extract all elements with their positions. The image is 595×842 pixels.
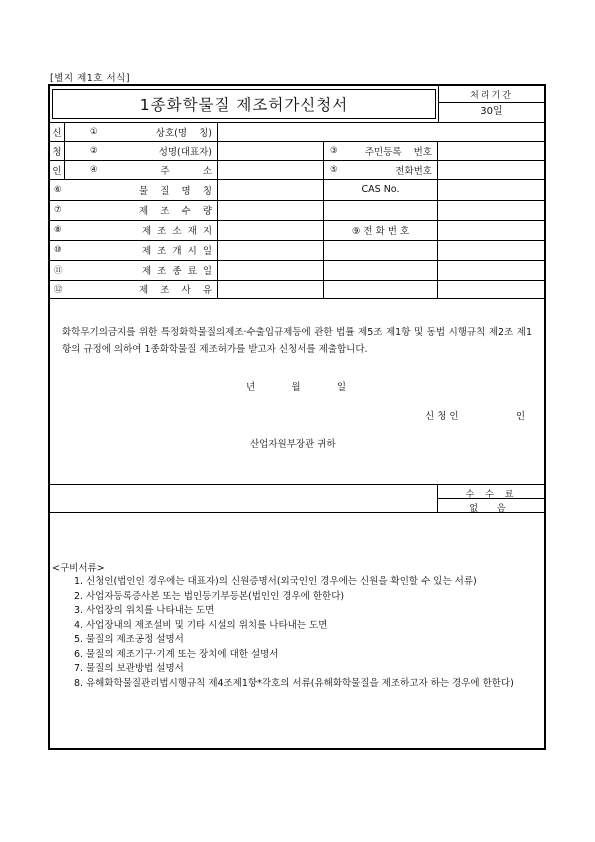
resident-number-label [330,141,432,160]
field-number: ⑧ [54,225,62,235]
reason-extra-field[interactable] [324,280,437,298]
processing-period-value: 30일 [439,102,544,121]
start-date-field[interactable] [218,240,323,260]
date-year-label: 년 [246,382,256,393]
list-item: 8. 유해화학물질관리법시행규칙 제4조제1항*각호의 서류(유해화학물질을 제조하고자 하는 경우에 한한다) [74,677,514,689]
start-date-extra-field[interactable] [324,240,437,260]
field-number: ⑦ [54,205,62,215]
field-label: 상호(명 칭) [155,127,212,139]
required-documents-list [74,575,538,691]
field-label: 제 조 개 시 일 [141,246,212,257]
address-field[interactable] [218,160,323,179]
date-month-label: 월 [291,382,301,393]
list-item: 6. 물질의 제조기구·기계 또는 장치에 대한 설명서 [74,648,279,660]
list-item: 2. 사업자등록증사본 또는 법인등기부등본(법인인 경우에 한한다) [74,590,345,602]
field-number: ③ [330,145,338,156]
reason-label [54,280,212,298]
column-divider [64,122,65,179]
phone-field[interactable] [438,160,544,179]
field-number: ⑪ [54,266,63,276]
end-date-extra-field[interactable] [438,260,544,280]
field-number: ⑩ [54,245,62,255]
representative-name-field[interactable] [218,141,323,160]
company-name-label [90,122,212,141]
field-label: 제 조 종 료 일 [141,266,212,277]
field-label: 전화번호 [395,165,432,177]
reason-extra-field[interactable] [438,280,544,298]
seal-label: 인 [515,411,525,422]
field-label: 제 조 사 유 [139,285,212,296]
processing-period-box [439,86,544,122]
facility-phone-field[interactable] [438,220,544,240]
row-divider [50,298,544,299]
field-label: 제 조 소 재 지 [141,226,212,237]
cas-number-field[interactable] [438,179,544,200]
resident-number-field[interactable] [438,141,544,160]
company-name-field[interactable] [218,122,544,141]
processing-period-label: 처리기간 [470,91,513,101]
field-label: 물 질 명 칭 [139,185,212,197]
end-date-label [54,260,212,280]
column-divider [437,484,438,512]
declaration-statement: 화학무기의금지를 위한 특정화학물질의제조·수출입규제등에 관한 법률 제5조 제1항 및 동법 시행규칙 제2조 제1항의 규정에 의하여 1종화학물질 제조허가를 받고자 신청서를 제출합니다. [62,327,532,355]
form-number-label: [별지 제1호 서식] [50,73,131,84]
field-number: ④ [90,164,98,175]
required-documents-title: <구비서류> [52,563,105,574]
fee-label: 수 수 료 [465,490,518,500]
title-box [50,86,439,122]
title-row [50,86,544,123]
field-number: ① [90,126,98,137]
date-day-label: 일 [336,382,346,393]
cas-number-label: CAS No. [361,184,400,195]
quantity-extra-field[interactable] [324,200,437,220]
row-divider [50,484,544,485]
quantity-field[interactable] [218,200,323,220]
field-label: 주 소 [160,165,212,177]
end-date-field[interactable] [218,260,323,280]
substance-name-label [54,179,212,200]
field-number: ⑫ [54,285,63,295]
reason-field[interactable] [218,280,323,298]
start-date-extra-field[interactable] [438,240,544,260]
field-label: 주민등록 번호 [364,146,432,158]
field-label: 성명(대표자) [158,146,212,158]
start-date-label [54,240,212,260]
quantity-label [54,200,212,220]
date-line [246,379,346,393]
form-title: 1종화학물질 제조허가신청서 [52,89,436,119]
applicant-group-char: 신 [52,127,62,139]
applicant-signature-line [425,408,525,422]
field-label: 제 조 수 량 [139,206,212,217]
field-number: ⑤ [330,164,338,175]
quantity-extra-field[interactable] [438,200,544,220]
end-date-extra-field[interactable] [324,260,437,280]
field-number: ⑥ [54,184,62,195]
list-item: 7. 물질의 보관방법 설명서 [74,663,184,674]
list-item: 3. 사업장의 위치를 나타내는 도면 [74,605,215,616]
applicant-label: 신 청 인 [425,411,459,422]
phone-label [330,160,432,179]
substance-name-field[interactable] [218,179,323,200]
fee-value: 없 음 [469,504,514,514]
list-item: 4. 사업장내의 제조설비 및 기타 시설의 위치를 나타내는 도면 [74,619,328,631]
field-number: ② [90,145,98,156]
facility-location-label [54,220,212,240]
list-item: 1. 신청인(법인인 경우에는 대표자)의 신원증명서(외국인인 경우에는 신원을 확인할 수 있는 서류) [74,576,477,587]
recipient: 산업자원부장관 귀하 [250,439,336,450]
address-label [90,160,212,179]
facility-location-field[interactable] [218,220,323,240]
application-form [48,84,546,750]
applicant-group-char: 청 [52,146,62,158]
list-item: 5. 물질의 제조공정 설명서 [74,634,184,645]
representative-name-label [90,141,212,160]
applicant-group-char: 인 [52,165,62,177]
facility-phone-label: ⑨ 전 화 번 호 [351,226,410,237]
